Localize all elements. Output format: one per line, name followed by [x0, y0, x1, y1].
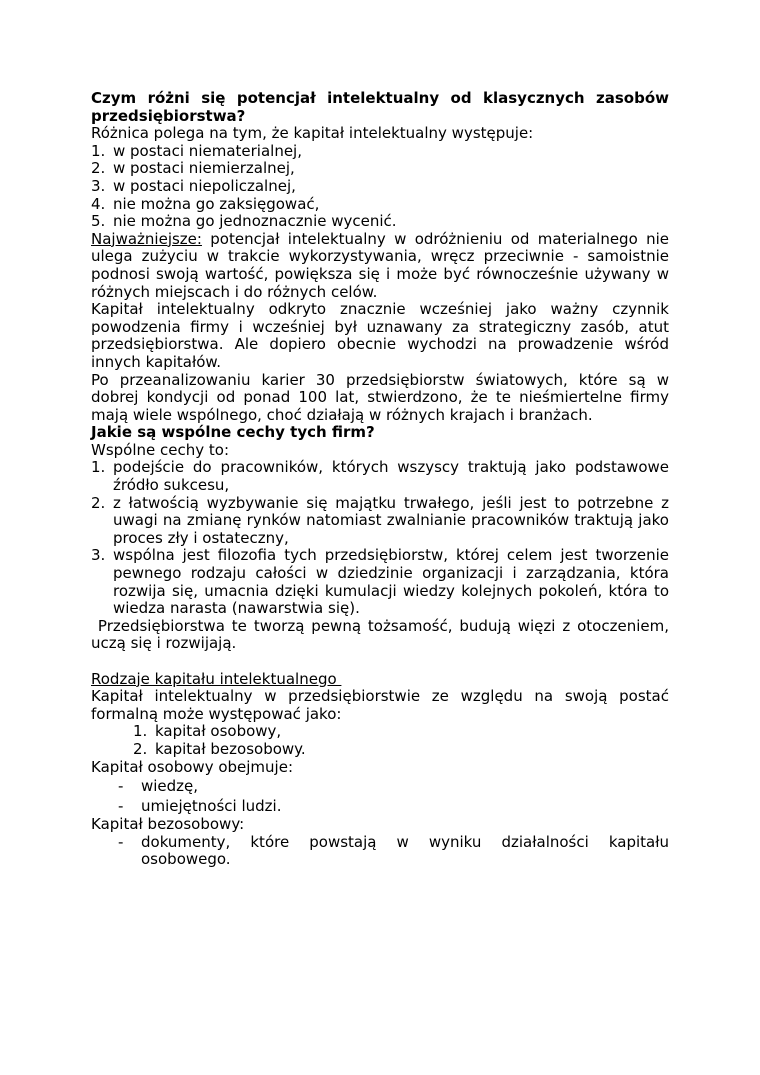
list-text: umiejętności ludzi. — [141, 797, 282, 816]
bezosobowy-list — [91, 834, 669, 869]
bezosobowy-label: Kapitał bezosobowy: — [91, 815, 245, 834]
capital-types-list — [91, 723, 669, 758]
list-text: w postaci niemierzalnej, — [113, 159, 295, 178]
section-3-heading — [91, 671, 669, 689]
osobowy-label: Kapitał osobowy obejmuje: — [91, 757, 294, 776]
question-2-heading: Jakie są wspólne cechy tych firm? — [91, 423, 375, 442]
list-number: 4. — [91, 194, 106, 213]
list-text: w postaci niematerialnej, — [113, 141, 302, 160]
paragraph-2: Kapitał intelektualny odkryto znacznie wcześniej jako ważny czynnik powodzenia firmy i wcześniej był uznawany za strategiczny zasób, atut przedsiębiorstwa. Ale dopiero obecnie wychodzi na prowadzenie wśród innych kapitałów. — [91, 300, 669, 371]
important-text: potencjał intelektualny w odróżnieniu od materialnego nie ulega zużyciu w trakcie wykorzystywania, wręcz przeciwnie - samoistnie podnosi swoją wartość, powiększa się i może być równocześnie używany w różnych miejscach i do różnych celów. — [91, 229, 669, 301]
list-item — [118, 834, 669, 869]
list-item — [91, 196, 669, 214]
list-number: 1. — [133, 722, 148, 741]
osobowy-list — [91, 776, 669, 816]
list-number: 2. — [91, 159, 106, 178]
list-number: 3. — [91, 546, 106, 565]
list-number: 3. — [91, 176, 106, 195]
q2-intro: Wspólne cechy to: — [91, 440, 230, 459]
list-item — [91, 143, 669, 161]
list-number: 1. — [91, 141, 106, 160]
blank-line — [91, 653, 669, 671]
list-number: 2. — [91, 493, 106, 512]
list-text: kapitał osobowy, — [155, 722, 282, 741]
list-item — [91, 178, 669, 196]
list-item — [91, 495, 669, 548]
list-number: 1. — [91, 458, 106, 477]
dash-bullet: - — [118, 832, 124, 851]
q1-intro: Różnica polega na tym, że kapitał intelektualny występuje: — [91, 124, 534, 143]
list-item — [91, 213, 669, 231]
list-item — [91, 459, 669, 494]
section-3-intro: Kapitał intelektualny w przedsiębiorstwie ze względu na swoją postać formalną może występować jako: — [91, 687, 669, 723]
q1-list — [91, 143, 669, 231]
list-text: podejście do pracowników, których wszyscy traktują jako podstawowe źródło sukcesu, — [113, 458, 669, 495]
list-text: wiedzę, — [141, 777, 199, 796]
list-text: dokumenty, które powstają w wyniku działalności kapitału osobowego. — [141, 832, 669, 869]
closing-paragraph: Przedsiębiorstwa te tworzą pewną tożsamość, budują więzi z otoczeniem, uczą się i rozwijają. — [91, 616, 674, 653]
question-1-heading: Czym różni się potencjał intelektualny od klasycznych zasobów przedsiębiorstwa? — [91, 89, 669, 125]
document-body — [91, 89, 674, 869]
list-text: z łatwością wyzbywanie się majątku trwałego, jeśli jest to potrzebne z uwagi na zmianę rynków natomiast zwalnianie pracowników traktują jako proces zły i ostateczny, — [113, 493, 669, 547]
dash-bullet: - — [118, 797, 124, 816]
list-text: nie można go jednoznacznie wycenić. — [113, 212, 397, 231]
important-paragraph — [91, 231, 669, 301]
list-item — [133, 723, 669, 741]
dash-bullet: - — [118, 777, 124, 796]
list-item — [91, 547, 669, 617]
list-number: 2. — [133, 739, 148, 758]
paragraph-3: Po przeanalizowaniu karier 30 przedsiębiorstw światowych, które są w dobrej kondycji od ponad 100 lat, stwierdzono, że te nieśmiertelne firmy mają wiele wspólnego, choć działają w różnych krajach i branżach. — [91, 370, 669, 424]
list-text: nie można go zaksięgować, — [113, 194, 320, 213]
list-item — [118, 796, 669, 816]
list-item — [118, 776, 669, 796]
q2-list — [91, 459, 669, 617]
list-text: wspólna jest filozofia tych przedsiębiorstw, której celem jest tworzenie pewnego rodzaju całości w dziedzinie organizacji i zarządzania, która rozwija się, umacnia dzięki kumulacji wiedzy kolejnych pokoleń, która to wiedza narasta (nawarstwia się). — [113, 546, 669, 618]
list-item — [91, 160, 669, 178]
list-text: w postaci niepoliczalnej, — [113, 176, 296, 195]
list-number: 5. — [91, 212, 106, 231]
list-item — [133, 741, 669, 759]
list-text: kapitał bezosobowy. — [155, 739, 306, 758]
section-3-heading-text: Rodzaje kapitału intelektualnego — [91, 669, 342, 688]
important-label: Najważniejsze: — [91, 229, 202, 248]
